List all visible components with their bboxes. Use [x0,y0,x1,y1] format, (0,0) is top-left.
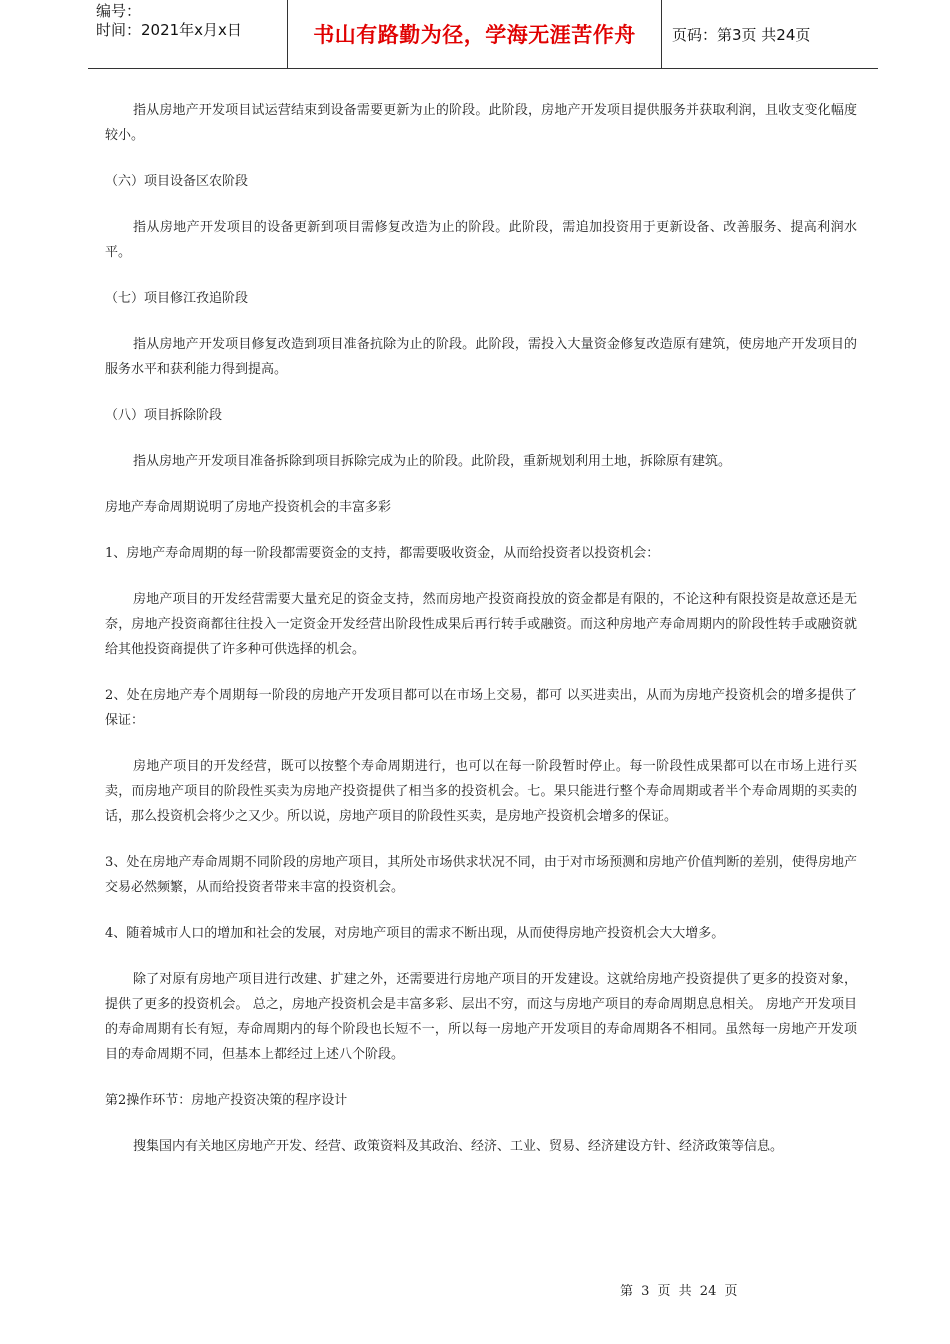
body-paragraph: 指从房地产开发项目试运营结束到设备需要更新为止的阶段。此阶段，房地产开发项目提供服务并获取利润，且收支变化幅度较小。 [105,103,857,143]
document-body [105,98,857,1180]
header-motto: 书山有路勤为径，学海无涯苦作舟 [288,0,662,68]
body-paragraph: 房地产项目的开发经营，既可以按整个寿命周期进行，也可以在每一阶段暂时停止。每一阶段性成果都可以在市场上进行买卖，而房地产项目的阶段性买卖为房地产投资提供了相当多的投资机会。七。果只能进行整个寿命周期或者半个寿命周期的买卖的话，那么投资机会将少之又少。所以说，房地产项目的阶段性买卖，是房地产投资机会增多的保证。 [105,759,857,824]
document-number-label: 编号： [96,2,142,20]
numbered-point: 2、处在房地产寿个周期每一阶段的房地产开发项目都可以在市场上交易，都可 以买进卖出，从而为房地产投资机会的增多提供了保证： [105,688,857,728]
section-heading: （七）项目修江孜追阶段 [105,291,249,306]
numbered-point: 4、随着城市人口的增加和社会的发展，对房地产项目的需求不断出现，从而使得房地产投资机会大大增多。 [105,926,725,941]
document-date-label: 时间：2021年x月x日 [96,21,242,39]
section-heading: 第2操作环节：房地产投资决策的程序设计 [105,1093,348,1108]
numbered-point: 1、房地产寿命周期的每一阶段都需要资金的支持，都需要吸收资金，从而给投资者以投资机会： [105,546,660,561]
section-heading: （八）项目拆除阶段 [105,408,223,423]
body-paragraph: 指从房地产开发项目修复改造到项目准备抗除为止的阶段。此阶段，需投入大量资金修复改造原有建筑，使房地产开发项目的服务水平和获利能力得到提高。 [105,337,857,377]
page-footer: 第 3 页 共 24 页 [620,1284,738,1299]
section-heading: （六）项目设备区农阶段 [105,174,249,189]
section-heading: 房地产寿命周期说明了房地产投资机会的丰富多彩 [105,500,392,515]
body-paragraph: 房地产项目的开发经营需要大量充足的资金支持，然而房地产投资商投放的资金都是有限的，不论这种有限投资是故意还是无奈，房地产投资商都往往投入一定资金开发经营出阶段性成果后再行转手或融资。而这种房地产寿命周期内的阶段性转手或融资就给其他投资商提供了许多种可供选择的机会。 [105,592,857,657]
page-header [88,0,878,69]
body-paragraph: 指从房地产开发项目的设备更新到项目需修复改造为止的阶段。此阶段，需追加投资用于更新设备、改善服务、提高利润水平。 [105,220,857,260]
numbered-point: 3、处在房地产寿命周期不同阶段的房地产项目，其所处市场供求状况不同，由于对市场预测和房地产价值判断的差别，使得房地产交易必然频繁，从而给投资者带来丰富的投资机会。 [105,855,857,895]
body-paragraph: 指从房地产开发项目准备拆除到项目拆除完成为止的阶段。此阶段，重新规划利用土地，拆除原有建筑。 [133,454,732,469]
header-meta-cell [88,0,288,68]
header-page-number: 页码：第3页 共24页 [672,25,811,44]
body-paragraph: 搜集国内有关地区房地产开发、经营、政策资料及其政治、经济、工业、贸易、经济建设方针、经济政策等信息。 [133,1139,784,1154]
body-paragraph: 除了对原有房地产项目进行改建、扩建之外，还需要进行房地产项目的开发建设。这就给房地产投资提供了更多的投资对象，提供了更多的投资机会。 总之，房地产投资机会是丰富多彩、层出不穷，而这与房地产项目的寿命周期息息相关。 房地产开发项目的寿命周期有长有短，寿命周期内的每个阶段也长短不一，所以每一房地产开发项目的寿命周期各不相同。虽然每一房地产开发项目的寿命周期不同，但基本上都经过上述八个阶段。 [105,972,857,1062]
